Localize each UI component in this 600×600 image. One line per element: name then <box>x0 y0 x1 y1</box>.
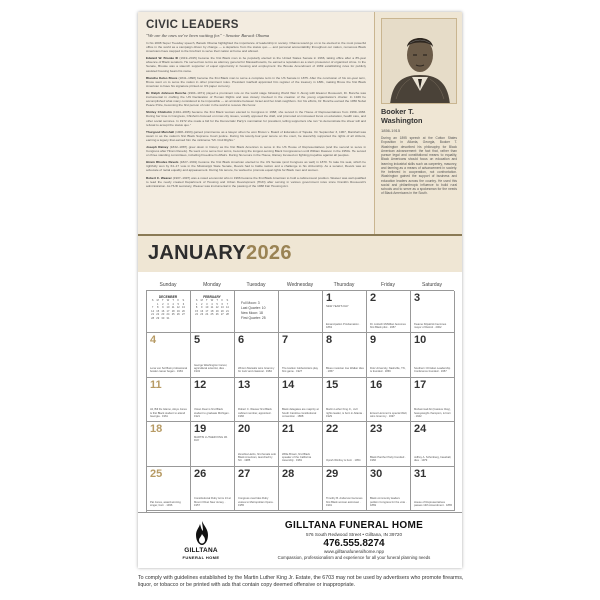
bio-name: Edward W. Brooke III <box>146 56 179 61</box>
day-cell <box>367 291 411 333</box>
day-cell <box>147 378 191 423</box>
mini-calendar-day: 28 <box>151 316 155 320</box>
logo-subtitle: FUNERAL HOME <box>182 555 220 560</box>
bio-paragraph <box>146 130 366 142</box>
day-cell <box>323 378 367 423</box>
mini-calendar-day: 9 <box>162 306 164 310</box>
portrait-sketch-icon <box>382 19 457 104</box>
advertiser-tagline: Compassion, professionalism and experience for all your funeral planning needs <box>277 555 431 560</box>
bio-paragraph <box>146 41 366 53</box>
moon-phase: Last Quarter: 10 <box>241 306 266 310</box>
feature-years: 1856-1915 <box>381 128 401 133</box>
day-cell <box>367 333 411 378</box>
day-number: 5 <box>194 334 201 346</box>
moon-phase: First Quarter: 25 <box>241 316 266 320</box>
mini-calendar-day: T <box>172 299 174 302</box>
disclaimer-text: To comply with guidelines established by the Martin Luther King Jr. Estate, the 6703 may not be used by advertisers who promote firearms, liquor, or tobacco or be printed with ads that contain copy deemed offensive or inappropriate. <box>138 575 464 588</box>
bio-paragraph <box>146 76 366 88</box>
month-title <box>148 242 292 265</box>
bio-text: (1907–1997) was a noted economist who in 1966 became the first Black American to hold a cabinet-level position. Weaver was well qualified to lead the newly created Department of Housing and Urban Development (HUD) after serving in various government roles since Franklin Roosevelt's administration. As HUD secretary, Weaver was instrumental in the passing of the 1968 Fair Housing Act. <box>146 175 366 188</box>
advertiser-info <box>246 520 462 560</box>
bio-text: In his 2008 Super Tuesday speech, Barack Obama highlighted the importance of leadership in society. Obama would go on to be elected to the most powerful office in the world as a campaign driven by change — a departure from the status quo — and personal accountability throughout our nation, numerous Black Americans have stepped to the forefront to serve their nation at home and abroad. <box>146 41 366 54</box>
mini-calendar-day: W <box>166 299 170 302</box>
mini-calendar-day: 21 <box>225 309 229 313</box>
mini-calendar-day: 30 <box>161 316 165 320</box>
day-event: Black community leaders petition Congress for the vote · 1869 <box>370 497 407 507</box>
mini-calendar-day: S <box>226 299 229 302</box>
day-cell <box>367 467 411 512</box>
day-event: Black Panther Party founded · 1966 <box>370 456 406 463</box>
mini-calendar-day: 18 <box>171 309 175 313</box>
day-event: Muhammad Ali (Cassius Clay), heavyweight champion, is born · 1942 <box>414 408 451 418</box>
day-number: 7 <box>282 334 289 346</box>
month-banner <box>138 234 462 272</box>
mini-calendar-day: 19 <box>176 309 180 313</box>
bio-paragraph <box>146 176 366 188</box>
day-cell <box>279 291 323 333</box>
bio-text: (1832–1887) grew down in history as the first Black American to serve in the US House of Representatives (and the second to serve in Congress after Hiram Revels). He went on to serve four terms, becoming the longest-serving Black Congressmen until William Dawson in the 1950s. He served on three standing committees, including Freedmen's Affairs. During his tenure in the House, Rainey focused on fighting prejudice against all peoples. <box>146 144 366 158</box>
holiday-label: NEW YEAR'S DAY <box>326 305 349 308</box>
mini-calendar-day: 26 <box>176 313 180 317</box>
day-cell <box>235 333 279 378</box>
mini-calendar-day: 7 <box>151 306 154 310</box>
mini-calendar-day: 8 <box>156 306 159 310</box>
bio-paragraph <box>146 91 366 107</box>
top-panel <box>138 12 462 234</box>
advertiser-website: www.gilltanafuneralhome.npp <box>323 549 384 554</box>
day-number: 18 <box>150 423 163 435</box>
feature-text: During an 1895 speech at the Cotton States Exposition in Atlanta, Georgia, Booker T. Washington described his philosophy for Black American advancement: the fact that, rather than pursue legal and constitutional means to equality, Black Americans should focus on education and learning industrial skills such as carpentry, masonry, and farming as a means of advancement in society. He believed in cooperation, not confrontation. Washington gained the support of business and education leaders across the country. He used this social and philanthropic influence to build rural schools and to serve as a spokesman for the needs of Black Americans in the South. <box>381 136 457 196</box>
day-event: Black delegates are majority at South Carolina constitutional convention · 1868 <box>282 408 319 418</box>
holiday-label: MARTIN LUTHER KING JR. DAY <box>194 436 228 443</box>
day-number: 26 <box>194 467 207 480</box>
day-event: Ernest Hemmon's special Well, wins Grammy · 1997 <box>370 411 408 418</box>
mini-calendar-day: T <box>206 299 208 302</box>
feature-name-line1: Booker T. <box>381 107 414 116</box>
day-event: Dr. Lisbeth McMillan becomes first Black pilot · 1957 <box>370 322 406 329</box>
bio-name: Hiram Rhodes Revels <box>146 160 179 165</box>
day-event: Congress overrides Ruby vetoes to Metropolitan Opera · 1955 <box>238 497 275 507</box>
day-cell <box>411 378 455 423</box>
day-cell <box>235 422 279 467</box>
weekday-label: Sunday <box>159 282 177 288</box>
advertiser-phone: 476.555.8274 <box>323 538 385 549</box>
mini-calendar-day: 8 <box>195 306 198 310</box>
advertiser-footer <box>138 512 462 568</box>
mini-calendar-day: W <box>210 299 214 302</box>
civic-quote: "We are the ones we've been waiting for." - Senator Barack Obama <box>146 33 270 38</box>
day-cell <box>323 422 367 467</box>
day-cell <box>411 422 455 467</box>
bio-paragraph <box>146 110 366 126</box>
day-event: Timothy B. Anderson becomes first Black woman astronaut · 1991 <box>326 497 363 507</box>
mini-calendar-day: 23 <box>200 313 204 317</box>
bio-text: (1919–2015) became the first Black man to be popularly elected to the United States Senate in 1966, taking office after a 85-year absence of Black senators. He served two terms as attorney general for Massachusetts, he earned a reputation as a stern prosecutor of organized crime. In the Senate, Brooke was a staunch supporter of equal opportunity in housing and employment: the Brooke Amendment of 1969 establishing rules for publicly assisted housing bears his name. <box>146 56 366 73</box>
day-number: 22 <box>326 423 339 435</box>
mini-calendar-day: 3 <box>206 302 208 306</box>
mini-calendar-day: 4 <box>211 302 213 306</box>
mini-calendar-day: S <box>182 299 185 302</box>
day-event: Blues musician Joe Walker dies · 1957 <box>326 367 364 374</box>
mini-calendar-title: FEBRUARY <box>203 295 221 299</box>
mini-calendar-day: M <box>200 299 203 302</box>
day-event: House of Representatives passes 13th Amendment · 1865 <box>414 500 452 507</box>
mini-calendar-day: 24 <box>166 313 170 317</box>
day-cell <box>323 333 367 378</box>
day-number: 3 <box>414 292 421 304</box>
day-cell <box>279 422 323 467</box>
day-event: Emancipation Proclamation · 1863 <box>326 322 361 329</box>
day-number: 11 <box>150 378 162 391</box>
day-number: 16 <box>370 378 383 391</box>
mini-calendar-day: 27 <box>220 313 224 317</box>
mini-calendar-day: 7 <box>226 302 229 306</box>
mini-calendar-day: 17 <box>166 309 170 313</box>
mini-calendar-days <box>150 299 186 321</box>
mini-calendar-day: 12 <box>176 306 180 310</box>
feature-panel <box>374 12 462 234</box>
mini-calendar-day: 18 <box>210 309 214 313</box>
day-event: Ali, Bill Du Glamo, Aloye Jones is first Black student to attend Georgia · 1961 <box>150 408 187 418</box>
bio-paragraph <box>146 56 366 72</box>
mini-calendar-day: 23 <box>161 313 165 317</box>
day-cell <box>279 333 323 378</box>
day-number: 13 <box>238 378 251 391</box>
mini-calendar-day: 5 <box>177 302 179 306</box>
mini-calendar-day: 3 <box>167 302 169 306</box>
civic-title: CIVIC LEADERS <box>146 19 239 31</box>
day-event: Kwame Kilpatrick becomes mayor of Detroit · 2002 <box>414 322 447 329</box>
bio-name: Joseph Rainey <box>146 144 169 149</box>
mini-calendar-day: 26 <box>215 313 219 317</box>
day-event: Southern Christian Leadership Conference founded · 1957 <box>414 367 451 374</box>
day-number: 10 <box>414 334 427 346</box>
civic-leaders-panel <box>138 12 374 234</box>
day-event: Pat Jones, award-winning singer, born · 1936 <box>150 500 181 507</box>
bio-name: Dr. Ralph Johnson Bunche <box>146 90 187 95</box>
mini-calendar-day: T <box>162 299 164 302</box>
mini-calendar-day: 9 <box>200 306 203 310</box>
mini-calendar-day: 28 <box>225 313 229 317</box>
day-number: 4 <box>150 334 157 346</box>
mini-calendar-day: T <box>216 299 218 302</box>
mini-calendar-day: 2 <box>200 302 203 306</box>
day-number: 31 <box>414 467 427 480</box>
day-cell <box>367 378 411 423</box>
day-number: 8 <box>326 334 333 346</box>
day-number: 21 <box>282 423 295 435</box>
moon-phase: Full Moon: 3 <box>241 301 260 305</box>
day-cell <box>235 291 279 333</box>
mini-calendar-day: 24 <box>205 313 209 317</box>
day-event: Constitutional Ruby turns 13 at Mount Olivet New Jersey · 1957 <box>194 497 231 507</box>
day-number: 12 <box>194 378 207 391</box>
day-event: Robert C. Weaver first Black cabinet member, appointed · 1966 <box>238 408 273 418</box>
mini-calendar-day: 20 <box>181 309 185 313</box>
mini-calendar-day: 4 <box>172 302 174 306</box>
mini-calendar-february <box>194 295 230 317</box>
mini-calendar-day: 10 <box>205 306 209 310</box>
day-number: 30 <box>370 467 383 480</box>
day-number: 9 <box>370 334 377 346</box>
mini-calendar-day: 1 <box>195 302 198 306</box>
flame-logo-icon <box>195 521 209 545</box>
day-cell <box>235 378 279 423</box>
day-event: Vivian Dear is first Black student to graduate Michigan · 1921 <box>194 408 231 418</box>
mini-calendar-day: 21 <box>151 313 155 317</box>
mini-calendar-day: 6 <box>182 302 185 306</box>
mini-calendar-day: 15 <box>195 309 199 313</box>
mini-calendar-day: 10 <box>166 306 170 310</box>
weekday-label: Tuesday <box>246 282 266 288</box>
bio-text: (1908–1993) gained prominence as a lawyer when he won Brown v. Board of Education of Topeka. On September 3, 1967, Marshall was sworn in as the nation's first Black Supreme Court justice. During his twenty-four-year tenure on the court, he staunchly supported the rights of all citizens, earning a legacy that earned him the nickname "Mr. Civil Rights." <box>146 129 366 142</box>
day-number: 1 <box>326 292 333 304</box>
bio-text: (1904–1971) played a prominent role on the world stage following World War II. Along with Eleanor Roosevelt, Dr. Bunche was instrumental in crafting the UN Declaration of Human Rights and was closely involved in the creation of the young organization's charter. In 1949 he accomplished what many considered to be impossible — an armistice between Israel and her Arab neighbors. For his efforts, Dr. Bunche earned the 1950 Nobel Peace Prize, becoming the first person of color in the world to receive this honor. <box>146 90 366 108</box>
weekday-label: Wednesday <box>286 282 314 288</box>
mini-calendar-day: 14 <box>151 309 155 313</box>
day-cell <box>411 291 455 333</box>
bio-name: Shirley Chisholm <box>146 110 172 115</box>
month-name: JANUARY <box>148 242 247 264</box>
mini-calendar-day: 16 <box>200 309 204 313</box>
day-number: 19 <box>194 423 207 435</box>
mini-calendar-day: 15 <box>156 309 160 313</box>
day-number: 29 <box>326 467 339 480</box>
bio-name: Robert C. Weaver <box>146 175 172 180</box>
mini-calendar-day: 25 <box>210 313 214 317</box>
day-event: Lena von Sol Bain professional bowler career began · 1963 <box>150 367 188 374</box>
mini-calendar-day: S <box>151 299 154 302</box>
mini-calendar-day: 13 <box>181 306 185 310</box>
day-cell <box>279 467 323 512</box>
moon-phases <box>241 301 266 321</box>
mini-calendar-day: 22 <box>195 313 199 317</box>
day-event: Oprah Winfrey is born · 1954 <box>326 459 361 463</box>
feature-name-line2: Washington <box>381 115 423 125</box>
mini-calendar-day: 13 <box>220 306 224 310</box>
mini-calendar-day: 6 <box>221 302 223 306</box>
mini-calendar-title: DECEMBER <box>158 295 178 299</box>
mini-calendar-day: 31 <box>166 316 170 320</box>
bio-paragraph <box>146 160 366 172</box>
day-event: Winton Marsalis wins Grammy for Jazz and classical · 1984 <box>238 367 275 374</box>
mini-calendar-day: F <box>177 299 180 302</box>
day-cell <box>191 422 235 467</box>
mini-calendar-day: M <box>156 299 159 302</box>
day-number: 20 <box>238 423 251 435</box>
advertiser-name: GILLTANA FUNERAL HOME <box>284 520 424 531</box>
bio-name: Thurgood Marshall <box>146 129 175 134</box>
day-number: 6 <box>238 334 245 346</box>
day-number: 15 <box>326 378 339 391</box>
day-event: Willie Brown, first Black speaker of the California Assembly · 1981 <box>282 452 312 463</box>
day-cell <box>411 333 455 378</box>
day-event: Jeffrey A. Schonberg, baseball, dies · 1979 <box>414 456 452 463</box>
moon-phase: New Moon: 18 <box>241 311 263 315</box>
mini-calendar-day: S <box>195 299 198 302</box>
mini-calendar-day: 16 <box>161 309 165 313</box>
mini-calendar-day: 12 <box>215 306 219 310</box>
day-number: 28 <box>282 467 295 480</box>
weekday-label: Saturday <box>421 282 442 288</box>
mini-calendar-day: 19 <box>215 309 219 313</box>
day-cell <box>367 422 411 467</box>
day-cell <box>279 378 323 423</box>
mini-calendar-day: 27 <box>181 313 185 317</box>
day-event: Zenobia Harris, first female solo Black American, launched by NC · 1985 <box>238 452 276 463</box>
day-number: 17 <box>414 378 427 391</box>
mini-calendar-day: 11 <box>210 306 214 310</box>
mini-calendar-day: 29 <box>156 316 160 320</box>
mini-calendar-day: 17 <box>205 309 209 313</box>
day-cell <box>191 291 235 333</box>
weekday-header <box>146 280 454 290</box>
day-cell <box>147 467 191 512</box>
month-year: 2026 <box>246 242 292 264</box>
mini-calendar-day: 2 <box>162 302 164 306</box>
day-cell <box>147 422 191 467</box>
portrait-image <box>381 18 457 104</box>
mini-calendar-day: 22 <box>156 313 160 317</box>
day-event: George Washington Carver, agricultural scientist, dies · 1943 <box>194 363 228 374</box>
day-number: 14 <box>282 378 295 391</box>
mini-calendar-day: 5 <box>216 302 218 306</box>
logo-name: GILLTANA <box>184 547 218 554</box>
day-number: 25 <box>150 467 163 480</box>
bio-list <box>146 41 366 188</box>
mini-calendar-day: F <box>221 299 224 302</box>
day-cell <box>323 467 367 512</box>
weekday-label: Thursday <box>333 282 355 288</box>
day-number: 27 <box>238 467 251 480</box>
mini-calendar-december <box>150 295 186 321</box>
mini-calendar-day: 11 <box>171 306 175 310</box>
day-event: Martin Luther King Jr., civil rights leader, is born in Atlanta · 1929 <box>326 408 364 418</box>
weekday-label: Monday <box>203 282 221 288</box>
mini-calendar-day <box>181 317 186 321</box>
day-cell <box>191 467 235 512</box>
bio-paragraph <box>146 145 366 157</box>
mini-calendar-day: 25 <box>171 313 175 317</box>
day-cell <box>147 291 191 333</box>
advertiser-address: 576 South Redwood Street • Gilltana, IN 39720 <box>305 532 403 537</box>
mini-calendar-day: 14 <box>225 306 229 310</box>
bio-text: (1924–2005) became the first Black woman elected to Congress in 1968; she served in the House of Representatives from 1969–1983. During her time in Congress, Chisholm focused on inner-city issues, vocally opposed the draft, and promoted an increased focus on education, health care, and other social services. In 1972 she made a bid for the Democratic Party's nomination for president, telling supporters she ran "to demonstrate the sheer will and refusal to accept the status quo." <box>146 110 366 127</box>
mini-calendar-day: 1 <box>156 302 159 306</box>
day-number: 24 <box>414 423 427 435</box>
feature-name <box>381 108 422 125</box>
day-cell <box>191 378 235 423</box>
day-cell <box>191 333 235 378</box>
day-number: 23 <box>370 423 383 435</box>
day-event: The Harlem Globetrotters play first game · 1927 <box>282 367 318 374</box>
weekday-label: Friday <box>381 282 395 288</box>
mini-calendar-day: 20 <box>220 309 224 313</box>
bio-text: (1841–1898) became the first Black man to serve a complete term in the US Senate in 1875. After the conclusion of his six-year term, Bruce went on to serve the nation in other prominent roles. President Garfield appointed him register of the treasury in 1881, making Bruce the first Black American to have his signature printed on US paper currency. <box>146 75 366 88</box>
mini-calendar-days <box>194 299 230 317</box>
calendar-sheet <box>138 12 462 568</box>
day-event: Fisk University, Nashville, TN, is founded · 1866 <box>370 367 406 374</box>
day-cell <box>411 467 455 512</box>
day-cell <box>235 467 279 512</box>
day-number: 2 <box>370 292 377 304</box>
bio-text: (1827–1901) became the first Black American elected to the US Senate (and Congress as well) in 1870. To take his seat, which he rightfully won by 64–17 vote in the Mississippi State Senate, Revels had to battle racism and a challenge to his citizenship. As a senator, Revels was an advocate of racial equality and appeasement. During his tenure, he worked to promote equal rights for Black men and women. <box>146 160 366 173</box>
day-cell <box>147 333 191 378</box>
bio-name: Blanche Kelso Bruce <box>146 75 178 80</box>
day-cell <box>323 291 367 333</box>
